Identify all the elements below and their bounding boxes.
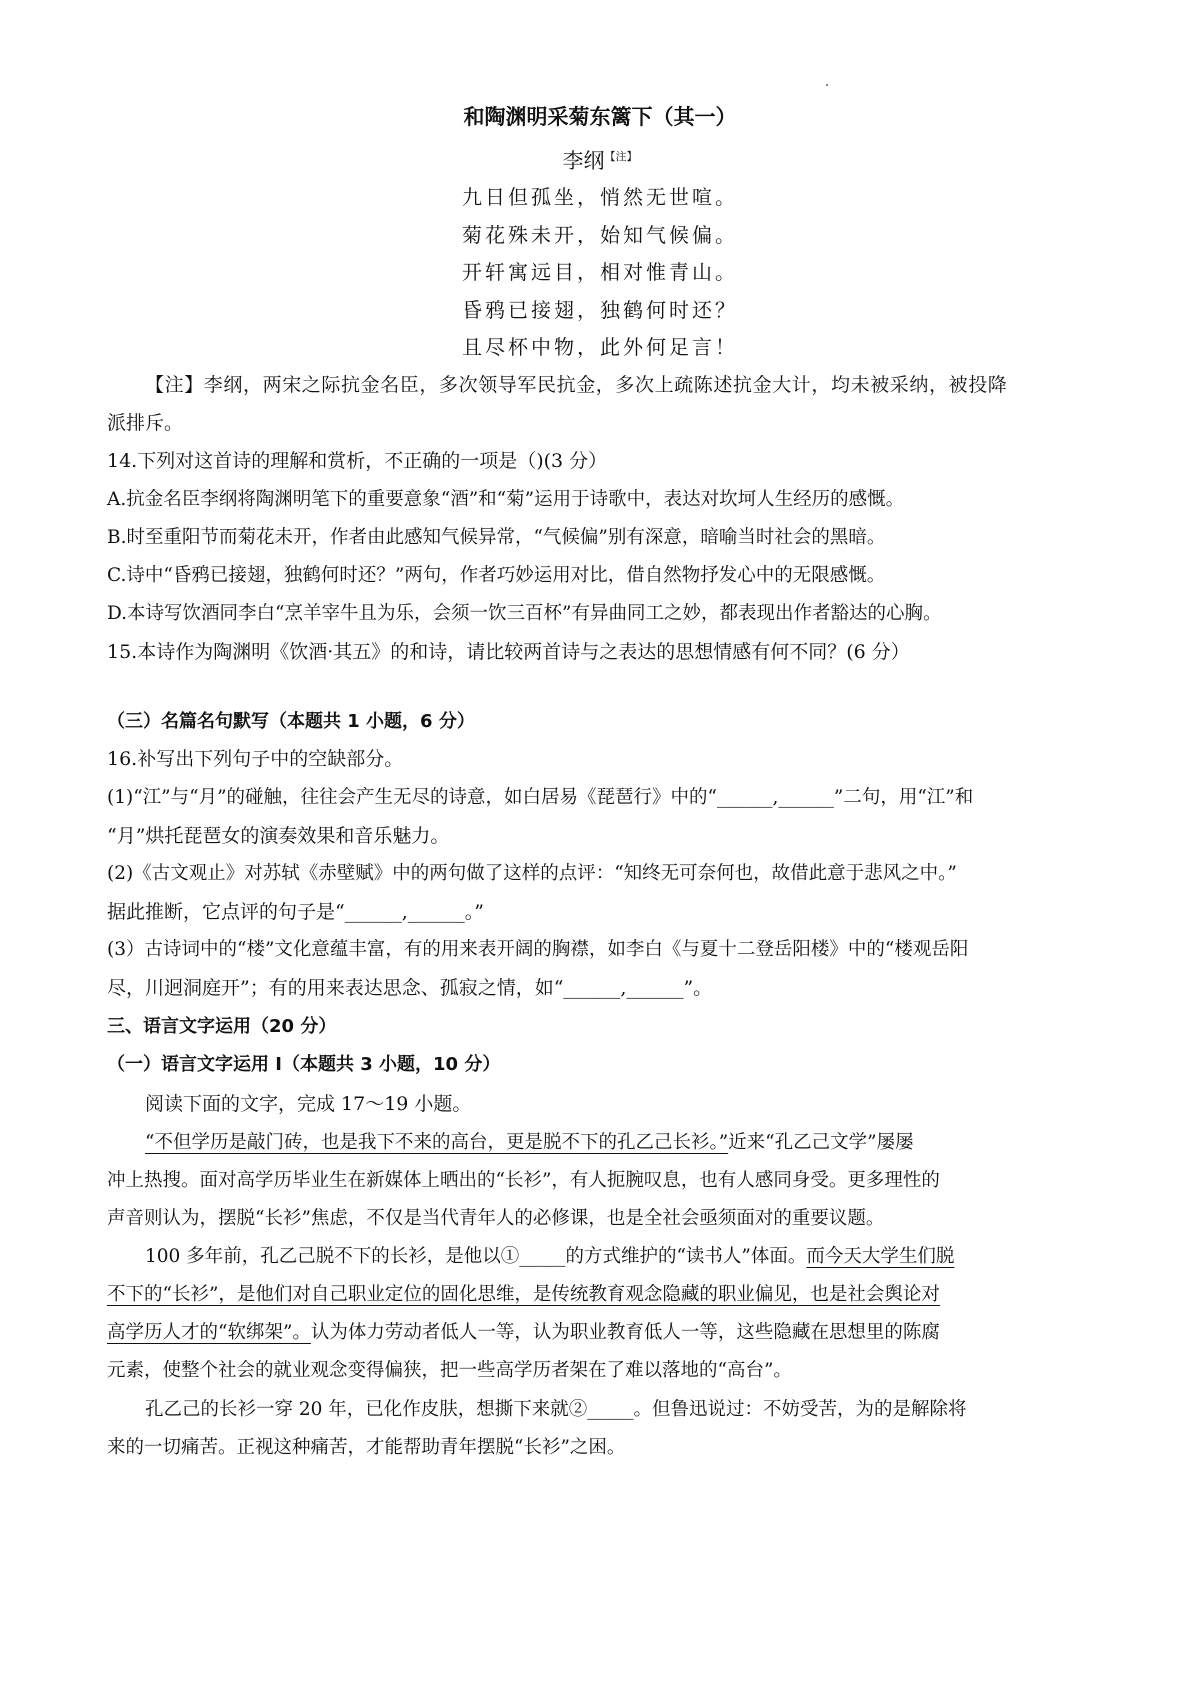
poem-line: 九日但孤坐，悄然无世喧。 <box>462 185 738 209</box>
passage-line: 孔乙己的长衫一穿 20 年，已化作皮肤，想撕下来就②_____。但鲁迅说过：不妨受苦，为的是解除将 <box>145 1399 967 1420</box>
passage-line: 冲上热搜。面对高学历毕业生在新媒体上晒出的“长衫”，有人扼腕叹息，也有人感同身受。更多理性的 <box>107 1170 940 1191</box>
passage-text: 近来“孔乙己文学”屡屡 <box>728 1132 914 1153</box>
question-16-stem: 16.补写出下列句子中的空缺部分。 <box>107 748 404 770</box>
underlined-sentence: 而今天大学生们脱 <box>806 1246 955 1267</box>
passage-line <box>145 1244 954 1270</box>
question-14-option-a: A.抗金名臣李纲将陶渊明笔下的重要意象“酒”和“菊”运用于诗歌中，表达对坎坷人生经历的感慨。 <box>107 489 905 510</box>
underlined-sentence: 不下的“长衫”，是他们对自己职业定位的固化思维，是传统教育观念隐藏的职业偏见，也是社会舆论对 <box>107 1284 940 1305</box>
question-16-part-1-continued: “月”烘托琵琶女的演奏效果和音乐魅力。 <box>107 825 450 847</box>
poem-title: 和陶渊明采菊东篱下（其一） <box>463 105 737 129</box>
passage-line: 来的一切痛苦。正视这种痛苦，才能帮助青年摆脱“长衫”之困。 <box>107 1437 626 1458</box>
question-16-part-3-continued: 尽，川迥洞庭开”；有的用来表达思念、孤寂之情，如“______,______”。 <box>107 977 713 999</box>
question-14-option-c: C.诗中“昏鸦已接翅，独鹤何时还？”两句，作者巧妙运用对比，借自然物抒发心中的无限感慨。 <box>107 565 886 586</box>
poem-line: 且尽杯中物，此外何足言！ <box>462 335 738 359</box>
passage-text: 100 多年前，孔乙己脱不下的长衫，是他以①_____的方式维护的“读书人”体面。 <box>145 1246 807 1267</box>
question-16-part-2: (2)《古文观止》对苏轼《赤壁赋》中的两句做了这样的点评：“知终无可奈何也，故借此意于悲风之中。” <box>107 863 957 884</box>
question-14-option-b: B.时至重阳节而菊花未开，作者由此感知气候异常，“气候偏”别有深意，暗喻当时社会的黑暗。 <box>107 527 886 548</box>
poem-line: 昏鸦已接翅，独鹤何时还？ <box>462 298 738 322</box>
poem-note: 【注】李纲，两宋之际抗金名臣，多次领导军民抗金，多次上疏陈述抗金大计，均未被采纳，被投降 <box>145 374 1008 396</box>
question-16-part-1: (1)“江”与“月”的碰触，往往会产生无尽的诗意，如白居易《琵琶行》中的“______,______”二句，用“江”和 <box>107 787 974 808</box>
section-heading: （三）名篇名句默写（本题共 1 小题，6 分） <box>107 711 475 732</box>
author-name: 李纲 <box>562 149 605 173</box>
passage-text: 认为体力劳动者低人一等，认为职业教育低人一等，这些隐藏在思想里的陈腐 <box>310 1322 940 1343</box>
question-16-part-3: (3）古诗词中的“楼”文化意蕴丰富，有的用来表开阔的胸襟，如李白《与夏十二登岳阳楼》中的“楼观岳阳 <box>107 939 969 960</box>
question-14-option-d: D.本诗写饮酒同李白“烹羊宰牛且为乐，会须一饮三百杯”有异曲同工之妙，都表现出作者豁达的心胸。 <box>107 603 942 624</box>
question-14-stem: 14.下列对这首诗的理解和赏析，不正确的一项是（)(3 分） <box>107 450 608 472</box>
poem-author <box>0 144 1200 174</box>
author-note-mark: 【注】 <box>604 150 638 163</box>
passage-line: 声音则认为，摆脱“长衫”焦虑，不仅是当代青年人的必修课，也是全社会亟须面对的重要议题。 <box>107 1208 885 1229</box>
scan-speck <box>826 84 828 86</box>
underlined-sentence: 高学历人才的“软绑架”。 <box>107 1322 311 1343</box>
passage-line <box>107 1320 940 1346</box>
question-16-part-2-continued: 据此推断，它点评的句子是“______,______。” <box>107 901 484 923</box>
passage-line <box>145 1130 914 1156</box>
passage-intro: 阅读下面的文字，完成 17～19 小题。 <box>145 1093 472 1115</box>
underlined-quote: “不但学历是敲门砖，也是我下不来的高台，更是脱不下的孔乙己长衫。” <box>145 1132 729 1153</box>
subsection-heading: （一）语言文字运用 Ⅰ（本题共 3 小题，10 分） <box>107 1054 501 1075</box>
passage-line: 元素，使整个社会的就业观念变得偏狭，把一些高学历者架在了难以落地的“高台”。 <box>107 1360 792 1381</box>
poem-line: 菊花殊未开，始知气候偏。 <box>462 223 738 247</box>
question-15: 15.本诗作为陶渊明《饮酒·其五》的和诗，请比较两首诗与之表达的思想情感有何不同？(6 分） <box>107 641 910 663</box>
poem-note-continued: 派排斥。 <box>107 412 184 434</box>
poem-line: 开轩寓远目，相对惟青山。 <box>462 260 738 284</box>
part-heading: 三、语言文字运用（20 分） <box>107 1016 337 1037</box>
